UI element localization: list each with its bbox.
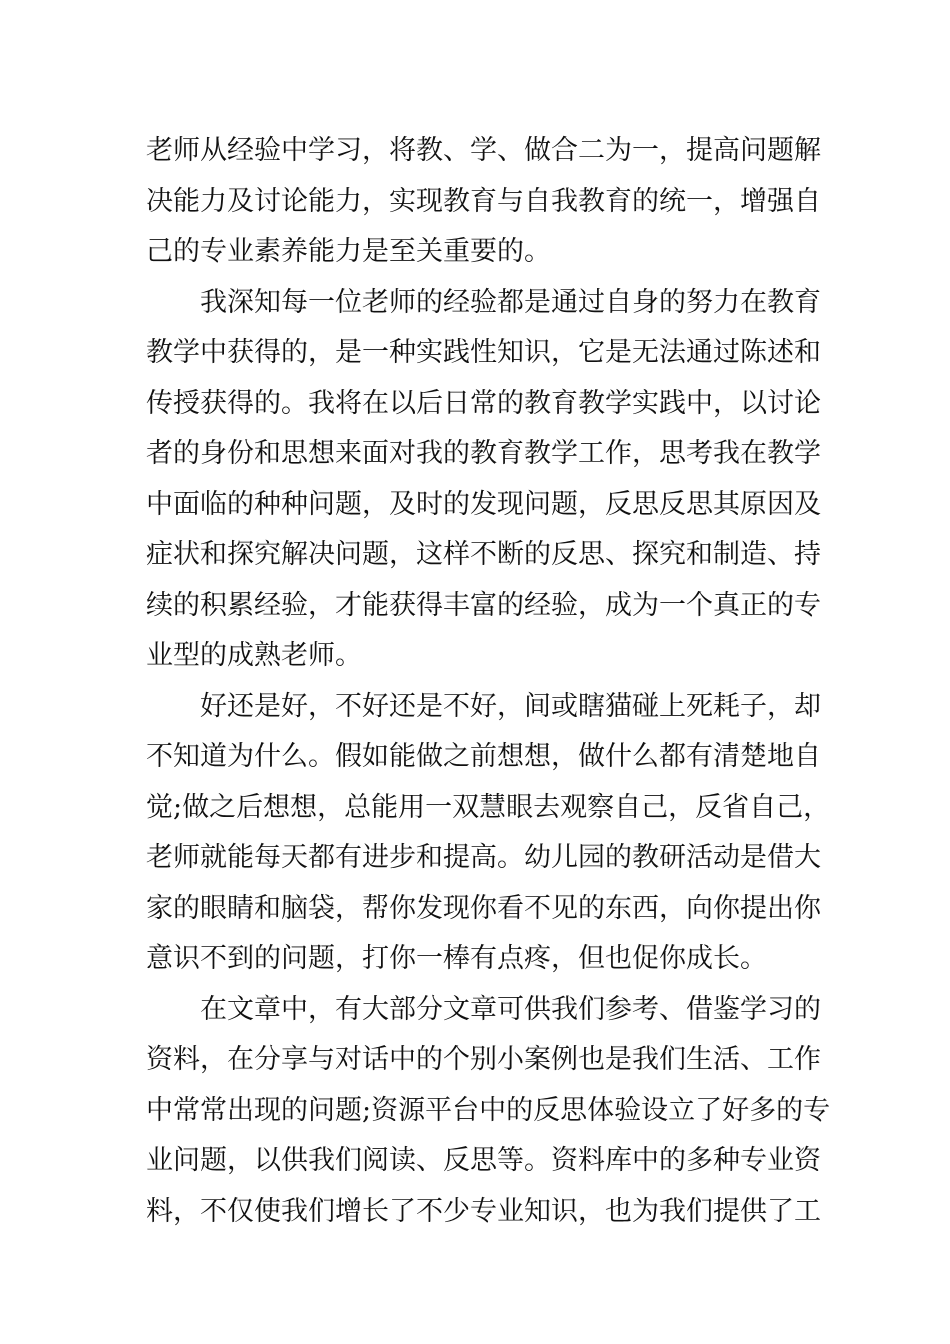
- text-line: 意识不到的问题，打你一棒有点疼，但也促你成长。: [146, 943, 767, 974]
- text-line: 好还是好，不好还是不好，间或瞎猫碰上死耗子，却: [200, 690, 821, 722]
- text-line: 我深知每一位老师的经验都是通过自身的努力在教育: [200, 286, 821, 318]
- text-line: 决能力及讨论能力，实现教育与自我教育的统一，增强自: [146, 185, 821, 217]
- paragraph-4: [146, 985, 831, 1238]
- text-line: 续的积累经验，才能获得丰富的经验，成为一个真正的专: [146, 589, 821, 621]
- text-line: 料，不仅使我们增长了不少专业知识，也为我们提供了工: [146, 1195, 821, 1227]
- paragraph-3: [146, 682, 831, 985]
- text-line: 中面临的种种问题，及时的发现问题，反思反思其原因及: [146, 488, 821, 520]
- text-line: 中常常出现的问题;资源平台中的反思体验设立了好多的专: [146, 1094, 831, 1126]
- text-line: 者的身份和思想来面对我的教育教学工作，思考我在教学: [146, 438, 821, 469]
- text-line: 不知道为什么。假如能做之前想想，做什么都有清楚地自: [146, 741, 821, 772]
- text-line: 己的专业素养能力是至关重要的。: [146, 236, 551, 267]
- text-line: 教学中获得的，是一种实践性知识，它是无法通过陈述和: [146, 337, 821, 368]
- text-line: 传授获得的。我将在以后日常的教育教学实践中，以讨论: [146, 387, 821, 419]
- text-line: 业问题，以供我们阅读、反思等。资料库中的多种专业资: [146, 1145, 821, 1176]
- text-line: 老师就能每天都有进步和提高。幼儿园的教研活动是借大: [146, 842, 821, 873]
- text-line: 老师从经验中学习，将教、学、做合二为一，提高问题解: [146, 135, 821, 166]
- text-line: 觉;做之后想想，总能用一双慧眼去观察自己，反省自己，: [146, 791, 831, 823]
- body-text: [146, 126, 831, 1237]
- text-line: 症状和探究解决问题，这样不断的反思、探究和制造、持: [146, 539, 821, 570]
- text-line: 在文章中，有大部分文章可供我们参考、借鉴学习的: [200, 993, 821, 1025]
- text-line: 家的眼睛和脑袋，帮你发现你看不见的东西，向你提出你: [146, 892, 821, 924]
- paragraph-2: [146, 278, 821, 682]
- text-line: 业型的成熟老师。: [146, 640, 362, 671]
- paragraph-1: [146, 126, 821, 278]
- text-line: 资料，在分享与对话中的个别小案例也是我们生活、工作: [146, 1044, 821, 1075]
